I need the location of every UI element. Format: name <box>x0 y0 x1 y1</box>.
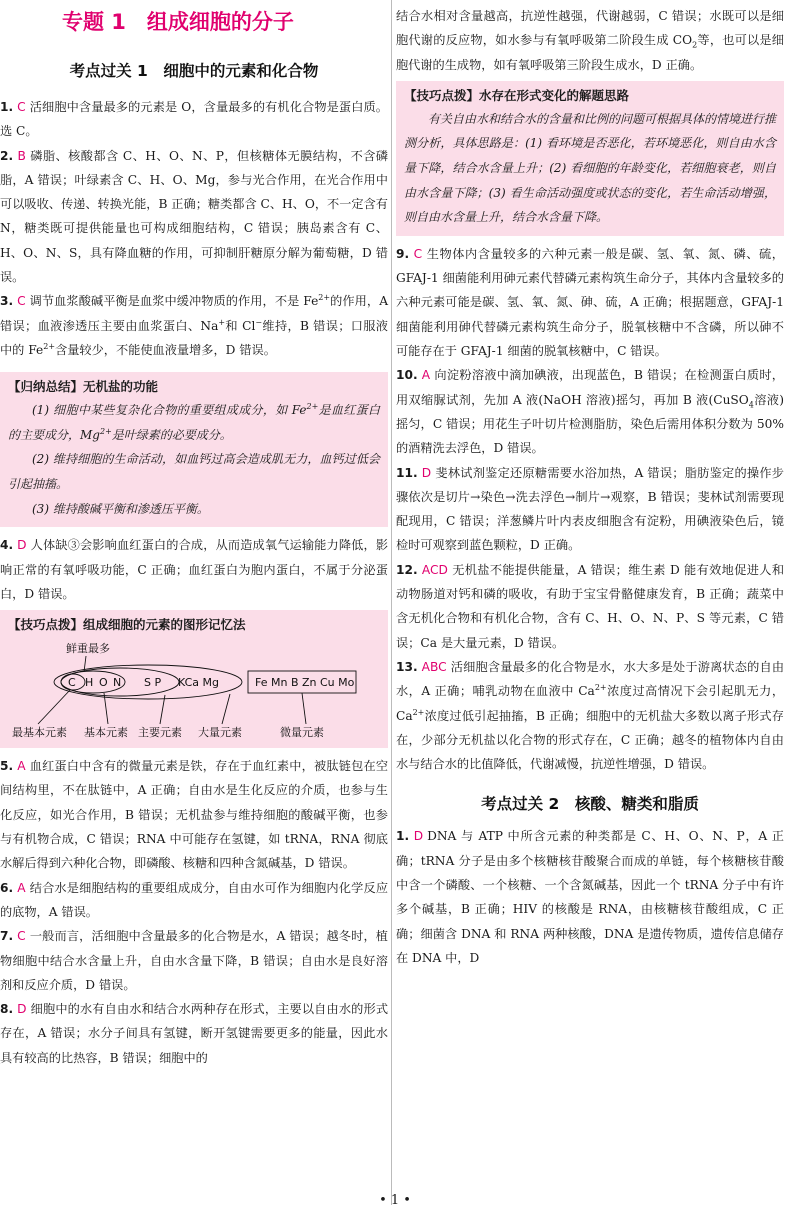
answer-s2-q1: 1. D DNA 与 ATP 中所含元素的种类都是 C、H、O、N、P，A 正确；tRNA 分子是由多个核糖核苷酸聚合而成的单链，每个核糖核苷酸中含一个磷酸、一个核糖、一个含氮碱基，因此一个 tRNA 分子中有许多个碱基，B 正确；HIV 的核酸是 RNA，由核糖核苷酸组成，C 正确；细菌含 DNA 和 RNA 两种核酸，DNA 是遗传物质，遗传信息储存在 DNA 中，D <box>396 829 784 965</box>
answer-key: C <box>17 100 26 114</box>
fresh-weight-label: 鲜重最多 <box>66 642 110 656</box>
answer-q9: 9. C 生物体内含量较多的六种元素一般是碳、氢、氧、氮、磷、硫，GFAJ-1 细菌能利用砷元素代替磷元素构筑生命分子，其体内含量较多的六种元素可能是碳、氢、氧、氮、砷、硫，A 正确；根据题意，GFAJ-1 细菌能利用砷代替磷元素构筑生命分子，脱氧核糖中不含磷，所以砷不可能存在于 GFAJ-1 细菌的脱氧核糖中，C 错误。 <box>396 246 784 359</box>
trace-elements: Fe Mn B Zn Cu Mo <box>255 676 355 690</box>
answer-q8-continued: 结合水相对含量越高，抗逆性越强，代谢越弱，C 错误；水既可以是细胞代谢的反应物，如水参与有氧呼吸第二阶段生成 $CO_2$等，也可以是细胞代谢的生成物，如有氧呼吸第三阶段生成水，D 正确。 <box>396 9 784 72</box>
box-heading: 【归纳总结】无机盐的功能 <box>8 379 159 395</box>
box-body: 有关自由水和结合水的含量和比例的问题可根据具体的情境进行推测分析，具体思路是：(1) 看环境是否恶化，若环境恶化，则自由水含量下降，结合水含量上升；(2) 看细胞的年龄变化，若细胞衰老，则自由水含量下降；(3) 看生命活动强度或状态的变化，若生命活动增强，则自由水含量上升，结合水含量下降。 <box>404 111 777 225</box>
element-o: O <box>99 676 108 690</box>
answer-q6: 6. A 结合水是细胞结构的重要组成成分，自由水可作为细胞内化学反应的底物，A 错误。 <box>0 880 389 919</box>
answer-q5: 5. A 血红蛋白中含有的微量元素是铁，存在于血红素中，被肽链包在空间结构里，不在肽链中，A 正确；自由水是生化反应的介质，也参与生化反应，如光合作用，B 错误；无机盐参与维持细胞的酸碱平衡，也参与有机物合成，C 错误；RNA 中可能存在氢键，如 tRNA，RNA 彻底水解后得到六种化合物，即磷酸、核糖和四种含氮碱基，D 错误。 <box>0 759 389 871</box>
answer-q12: 12. ACD 无机盐不能提供能量，A 错误；维生素 D 能有效地促进人和动物肠道对钙和磷的吸收，有助于宝宝骨骼健康发育，B 正确；蔬菜中含无机化合物和有机化合物，含有 C、H、O、N、P、S 等元素，C 错误；Ca 是大量元素，D 错误。 <box>396 562 785 650</box>
answer-key: C <box>413 246 423 261</box>
label-trace: 微量元素 <box>280 726 324 740</box>
box-heading: 【技巧点拨】水存在形式变化的解题思路 <box>404 87 630 103</box>
column-divider <box>391 0 392 1205</box>
answer-key: C <box>17 929 26 944</box>
answer-key: ABC <box>421 659 447 674</box>
right-column <box>396 0 784 970</box>
answer-q13: 13. ABC 活细胞含量最多的化合物是水，水大多是处于游离状态的自由水，A 正确；哺乳动物在血液中 $Ca^{2+}$浓度过高情况下会引起肌无力，$Ca^{2+}$浓度过低引起抽搐，B 正确；细胞中的无机盐大多数以离子形式存在，少部分无机盐以化合物的形式存在，C 正确；越冬的植物体内自由水与结合水的比值降低，代谢减慢，抗逆性增强，D 错误。 <box>396 659 785 772</box>
box-line-3: (3) 维持酸碱平衡和渗透压平衡。 <box>32 501 209 516</box>
element-h: H <box>85 676 94 690</box>
chapter-title: 专题 1 组成细胞的分子 <box>62 10 294 34</box>
section-title-1: 考点过关 1 细胞中的元素和化合物 <box>69 62 319 80</box>
label-basic: 基本元素 <box>84 726 128 740</box>
label-main: 主要元素 <box>138 726 182 740</box>
answer-key: ACD <box>421 562 448 577</box>
page-number: • 1 • <box>379 1193 411 1208</box>
answer-key: D <box>413 829 424 844</box>
box-heading: 【技巧点拨】组成细胞的元素的图形记忆法 <box>8 617 246 633</box>
left-column <box>0 0 388 1070</box>
box-line-1: (1) 细胞中某些复杂化合物的重要组成成分，如 $Fe^{2+}$是血红蛋白的主要成分，$Mg^{2+}$是叶绿素的必要成分。 <box>8 402 380 442</box>
label-fundamental: 最基本元素 <box>12 726 67 740</box>
element-c: C <box>68 676 76 690</box>
answer-key: D <box>17 538 27 553</box>
tip-box-element-diagram <box>0 610 388 748</box>
answer-q4: 4. D 人体缺③会影响血红蛋白的合成，从而造成氧气运输能力降低，影响正常的有氧呼吸功能，C 正确；血红蛋白为胞内蛋白，不属于分泌蛋白，D 错误。 <box>0 538 389 601</box>
answer-key: D <box>17 1002 27 1017</box>
answer-key: B <box>17 148 26 163</box>
answer-q8: 8. D 细胞中的水有自由水和结合水两种存在形式，主要以自由水的形式存在，A 错误；水分子间具有氢键，断开氢键需要更多的能量，因此水具有较高的比热容，B 错误；细胞中的 <box>0 1002 389 1065</box>
answer-q3: 3. C 调节血浆酸碱平衡是血浆中缓冲物质的作用，不是 $Fe^{2+}$的作用，A 错误；血液渗透压主要由血浆蛋白、Na+和 Cl−维持，B 错误；口服液中的 $Fe^{2+}$含量较少，不能使血液量增多，D 错误。 <box>0 293 388 357</box>
element-sp: S P <box>144 676 162 690</box>
summary-box-inorganic-salts <box>0 372 388 527</box>
answer-key: C <box>17 294 26 309</box>
answer-q1: 1. C 活细胞中含量最多的元素是 O，含量最多的有机化合物是蛋白质。选 C。 <box>0 100 388 139</box>
section-title-2: 考点过关 2 核酸、糖类和脂质 <box>481 795 699 814</box>
answer-q11: 11. D 斐林试剂鉴定还原糖需要水浴加热，A 错误；脂肪鉴定的操作步骤依次是切片→染色→洗去浮色→制片→观察，B 错误；斐林试剂需要现配现用，C 错误；洋葱鳞片叶内表皮细胞含有淀粉，用碘液染色后，镜检时可观察到蓝色颗粒，D 正确。 <box>396 465 784 553</box>
answer-q7: 7. C 一般而言，活细胞中含量最多的化合物是水，A 错误；越冬时，植物细胞中结合水含量上升，自由水含量下降，B 错误；自由水是良好溶剂和反应介质，D 错误。 <box>0 929 388 992</box>
element-kcamg: KCa Mg <box>178 676 220 690</box>
label-macro: 大量元素 <box>198 726 242 740</box>
answer-key: D <box>421 465 432 480</box>
answer-q2: 2. B 磷脂、核酸都含 C、H、O、N、P，但核糖体无膜结构，不含磷脂，A 错误；叶绿素含 C、H、O、Mg，参与光合作用，在光合作用中可以吸收、传递、转换光能，B 正确；糖类都含 C、H、O，不一定含有 N，糖类既可提供能量也可构成细胞结构，C 错误；胰岛素含有 C、H、O、N、S，具有降血糖的作用，可抑制肝糖原分解为葡萄糖，D 错误。 <box>0 148 388 285</box>
answer-key: A <box>421 368 431 383</box>
tip-box-water-forms <box>396 81 784 236</box>
element-memory-diagram <box>8 636 380 744</box>
answer-q10: 10. A 向淀粉溶液中滴加碘液，出现蓝色，B 错误；在检测蛋白质时，用双缩脲试剂，先加 A 液(NaOH 溶液)摇匀，再加 B 液(CuSO$_4$溶液)摇匀，C 错误；用花生子叶切片检测脂肪，染色后需用体积分数为 50% 的酒精洗去浮色，D 错误。 <box>396 368 784 456</box>
answer-key: A <box>17 759 26 774</box>
element-n: N <box>113 676 122 690</box>
box-line-2: (2) 维持细胞的生命活动，如血钙过高会造成肌无力，血钙过低会引起抽搐。 <box>8 452 380 492</box>
answer-key: A <box>17 880 26 895</box>
